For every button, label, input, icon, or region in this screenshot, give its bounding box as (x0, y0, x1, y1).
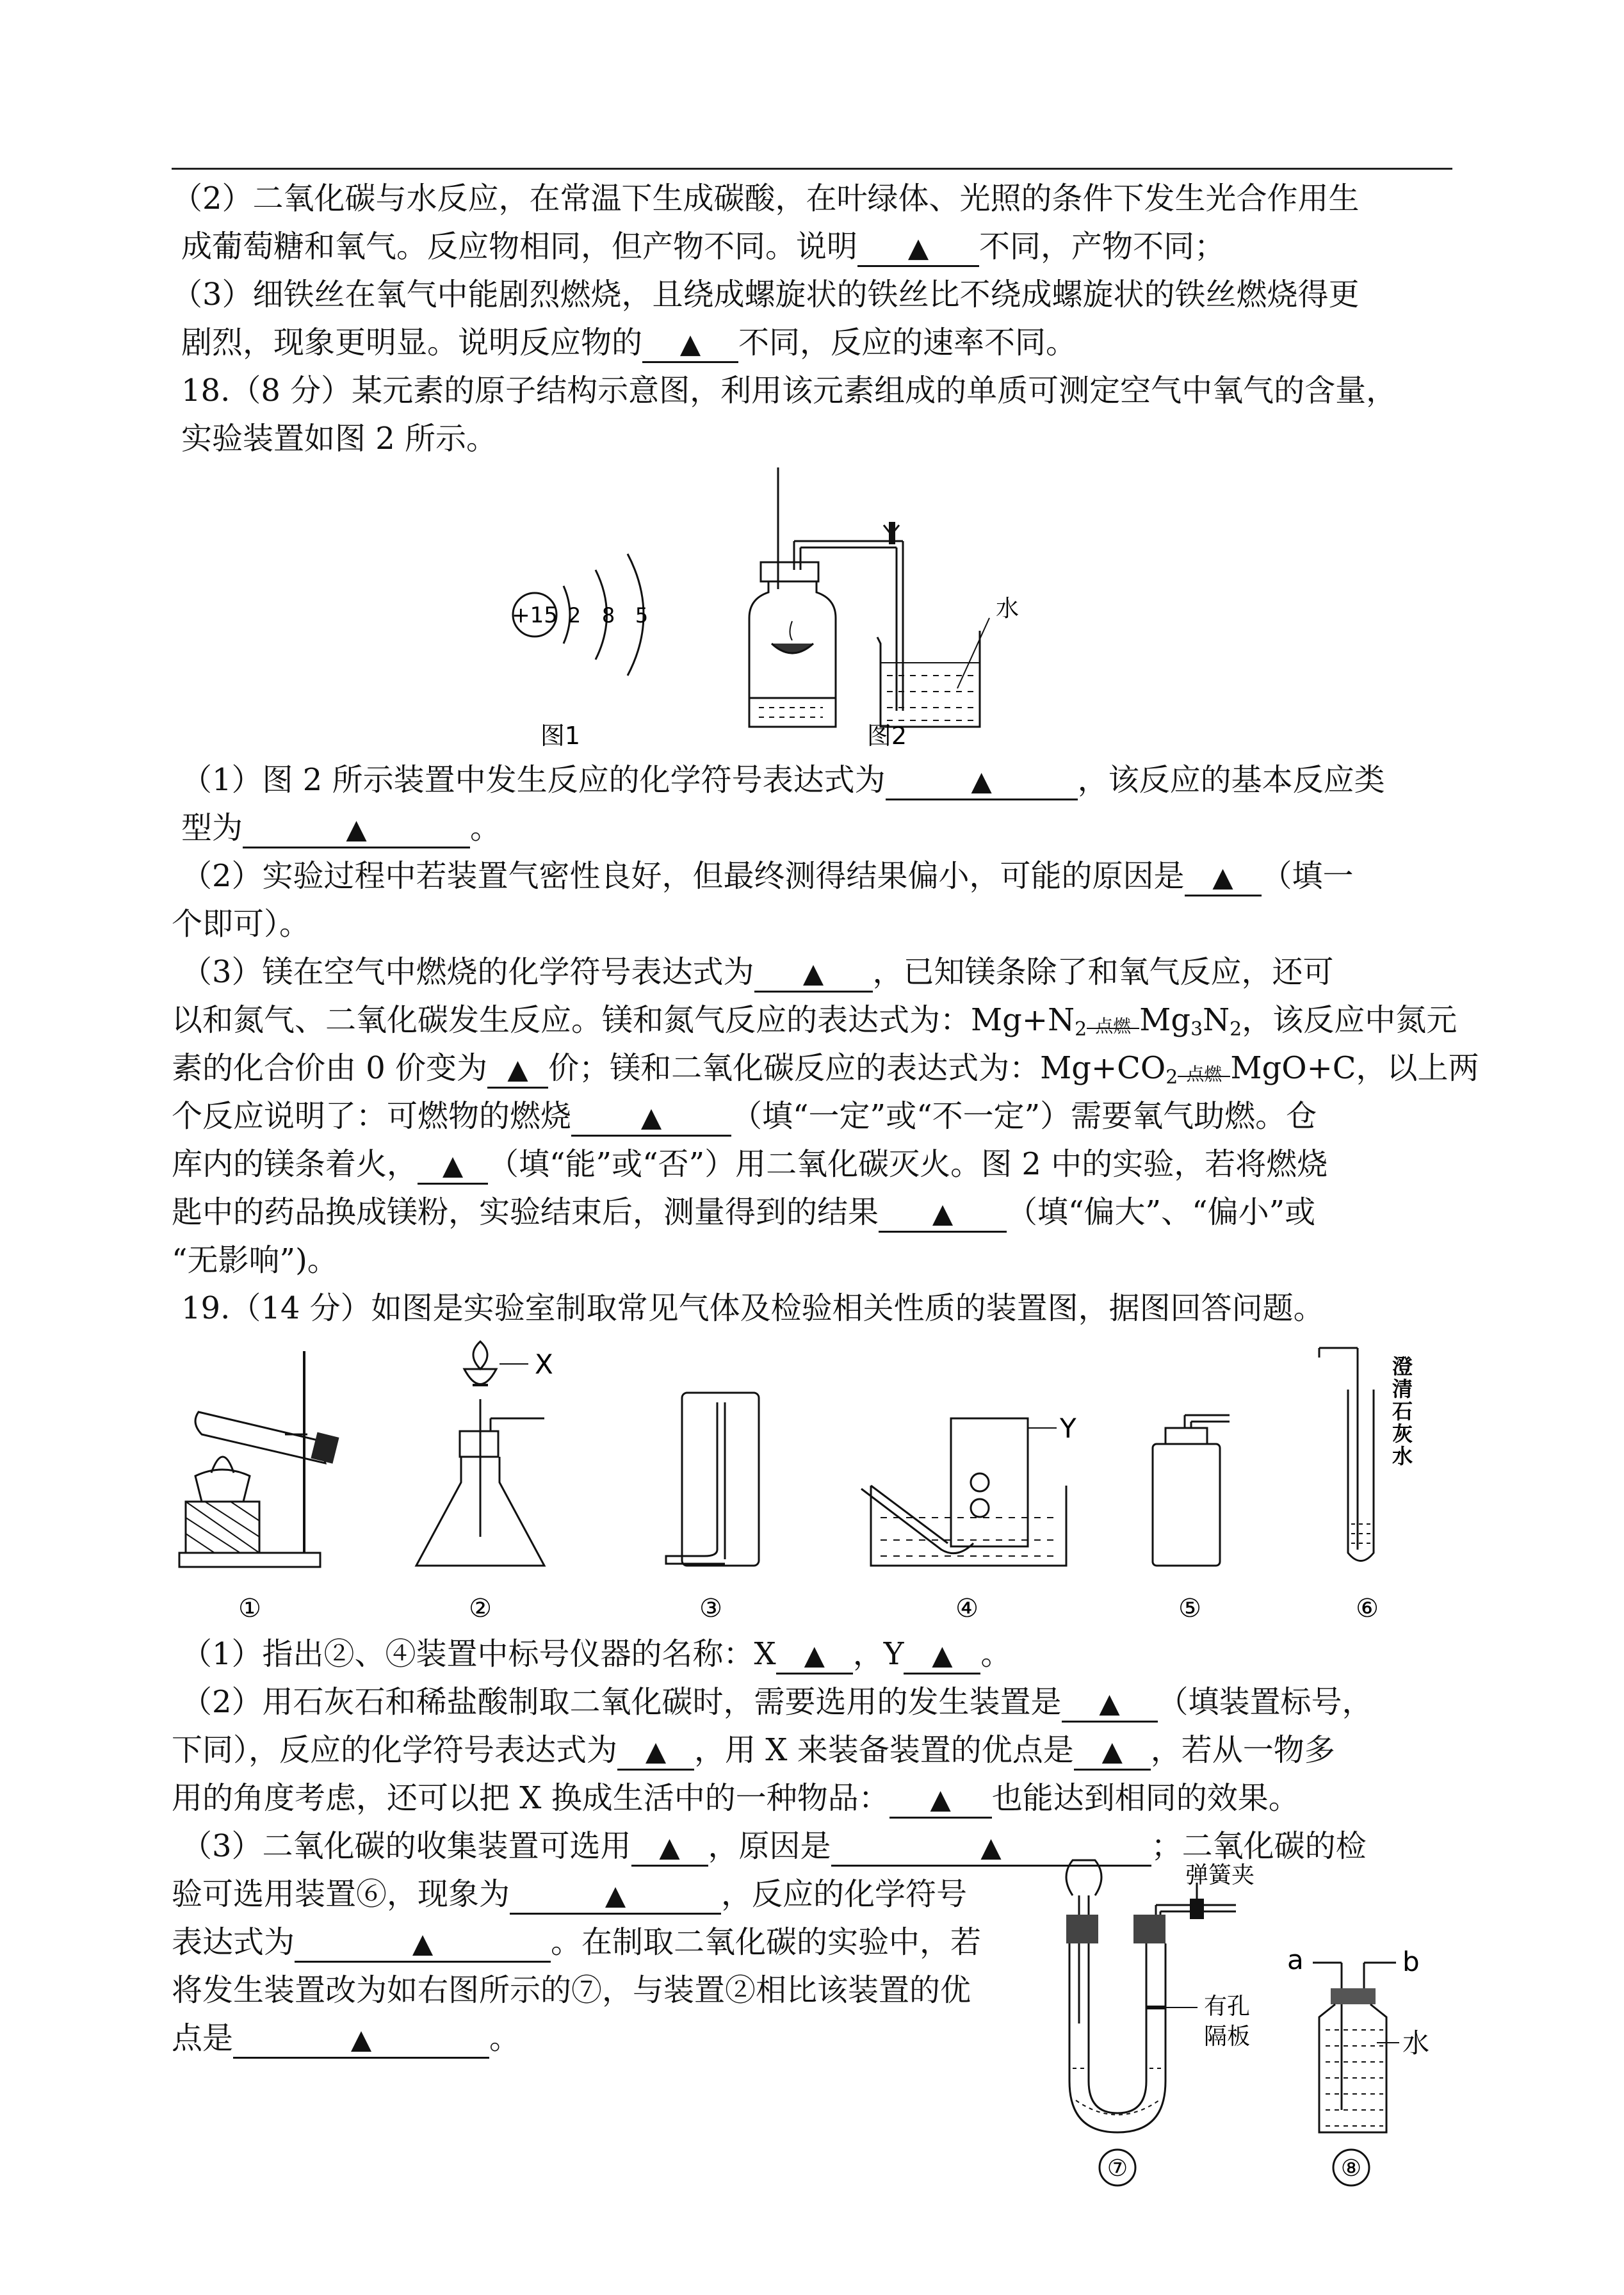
nucleus-label: +15 (512, 603, 558, 628)
header-rule (172, 168, 1452, 170)
porous-plate-label: 隔板 (1204, 2023, 1251, 2050)
text-segment: 。在制取二氧化碳的实验中，若 (551, 1924, 982, 1960)
inlet-a-label: a (1287, 1944, 1304, 1975)
blank-mark: ▲ (679, 328, 701, 359)
blank-mark: ▲ (350, 2023, 372, 2055)
outlet-b-label: b (1402, 1946, 1420, 1977)
text-segment: 用的角度考虑，还可以把 X 换成生活中的一种物品： (172, 1780, 889, 1816)
text-line (181, 761, 1385, 800)
text-line (181, 323, 1076, 363)
blank-mark: ▲ (932, 1197, 954, 1229)
text-line (181, 809, 501, 848)
text-segment: （填一 (1261, 858, 1354, 894)
apparatus-label-3: ③ (699, 1594, 722, 1623)
text-line (172, 1779, 1299, 1819)
blank-mark: ▲ (442, 1149, 464, 1181)
apparatus-6-test-tube (1319, 1348, 1413, 1561)
text-line (172, 1145, 1328, 1185)
answer-blank[interactable] (754, 955, 873, 993)
answer-blank[interactable] (631, 1829, 708, 1867)
text-segment: （2）用石灰石和稀盐酸制取二氧化碳时，需要选用的发生装置是 (181, 1684, 1062, 1720)
blank-mark: ▲ (980, 1831, 1002, 1863)
text-segment: 也能达到相同的效果。 (991, 1780, 1299, 1816)
text-line: 个即可）。 (172, 906, 311, 942)
text-segment: ，该反应的基本反应类 (1077, 762, 1385, 798)
blank-mark: ▲ (802, 957, 824, 989)
text-segment: 匙中的药品换成镁粉，实验结束后，测量得到的结果 (172, 1194, 879, 1230)
answer-blank[interactable] (1185, 859, 1262, 896)
apparatus-label-1: ① (238, 1594, 261, 1623)
blank-mark: ▲ (1212, 861, 1233, 893)
blank-mark: ▲ (659, 1831, 680, 1863)
text-segment: 下同），反应的化学符号表达式为 (172, 1732, 618, 1768)
text-line (172, 1875, 967, 1915)
answer-blank[interactable] (295, 1925, 551, 1963)
y-label: Y (1060, 1413, 1076, 1444)
text-line (181, 953, 1334, 993)
text-line: （3）细铁丝在氧气中能剧烈燃烧，且绕成螺旋状的铁丝比不绕成螺旋状的铁丝燃烧得更 (172, 277, 1360, 312)
oxygen-measurement-apparatus (736, 467, 1057, 749)
text-segment: 库内的镁条着火， (172, 1146, 418, 1182)
text-segment: （填装置标号， (1157, 1684, 1373, 1720)
text-line (172, 1731, 1335, 1771)
limewater-char: 水 (1392, 1444, 1413, 1468)
text-segment: （1）图 2 所示装置中发生反应的化学符号表达式为 (181, 762, 886, 798)
text-line: （2）二氧化碳与水反应，在常温下生成碳酸，在叶绿体、光照的条件下发生光合作用生 (172, 181, 1360, 216)
x-label: X (535, 1349, 553, 1380)
water-label: 水 (1402, 2027, 1430, 2059)
limewater-char: 石 (1392, 1399, 1413, 1423)
apparatus-label-5: ⑤ (1178, 1594, 1201, 1623)
text-segment: 型为 (181, 810, 243, 846)
apparatus-label-8: ⑧ (1340, 2155, 1362, 2182)
text-segment: 验可选用装置⑥，现象为 (172, 1876, 510, 1912)
figure-1-caption: 图1 (540, 722, 581, 750)
apparatus-label-2: ② (469, 1594, 492, 1623)
blank-mark: ▲ (640, 1101, 662, 1133)
subscript: 2 (1165, 1066, 1178, 1089)
text-segment: N (1203, 1002, 1230, 1038)
text-segment: （填“一定”或“不一定”）需要氧气助燃。仓 (731, 1098, 1317, 1134)
apparatus-2-flask (416, 1342, 553, 1566)
text-segment: ，Y (852, 1636, 904, 1672)
apparatus-label-6: ⑥ (1356, 1594, 1379, 1623)
text-line (181, 1635, 1011, 1675)
text-segment: （2）实验过程中若装置气密性良好，但最终测得结果偏小，可能的原因是 (181, 858, 1185, 894)
text-segment: （填“偏大”、“偏小”或 (1007, 1194, 1316, 1230)
text-segment: 素的化合价由 0 价变为 (172, 1050, 488, 1086)
text-line: “无影响”)。 (172, 1242, 338, 1278)
blank-mark: ▲ (645, 1735, 667, 1767)
text-line (172, 1001, 1457, 1049)
apparatus-label-7: ⑦ (1107, 2155, 1128, 2182)
text-segment: 点是 (172, 2020, 234, 2056)
condition-label: 点燃 (1095, 1016, 1132, 1037)
answer-blank[interactable] (886, 763, 1078, 800)
apparatus-4-trough (861, 1413, 1076, 1566)
text-segment: 价；镁和二氧化碳反应的表达式为：Mg+CO (548, 1050, 1166, 1086)
blank-mark: ▲ (907, 232, 929, 263)
text-segment: （3）镁在空气中燃烧的化学符号表达式为 (181, 954, 754, 990)
text-segment: 。 (489, 2020, 521, 2056)
spring-clamp-label: 弹簧夹 (1185, 1862, 1255, 1888)
answer-blank[interactable] (889, 1781, 992, 1819)
shell-1-count: 2 (567, 603, 581, 628)
text-segment: 剧烈，现象更明显。说明反应物的 (181, 325, 643, 361)
answer-blank[interactable] (243, 811, 470, 848)
apparatus-3-bottle (666, 1393, 759, 1566)
blank-mark: ▲ (804, 1639, 825, 1671)
text-segment: ，反应的化学符号 (721, 1876, 968, 1912)
blank-mark: ▲ (1101, 1735, 1123, 1767)
text-line (172, 1097, 1317, 1137)
answer-blank[interactable] (904, 1637, 980, 1675)
answer-blank[interactable] (642, 325, 738, 363)
limewater-char: 清 (1392, 1377, 1413, 1401)
blank-mark: ▲ (412, 1927, 434, 1959)
answer-blank[interactable] (776, 1637, 853, 1675)
condition-label: 点燃 (1186, 1064, 1222, 1085)
answer-blank[interactable] (233, 2021, 489, 2059)
gas-washing-bottle (1274, 1934, 1441, 2190)
answer-blank[interactable] (879, 1195, 1007, 1233)
limewater-char: 澄 (1392, 1354, 1413, 1379)
text-line: 实验装置如图 2 所示。 (181, 421, 498, 457)
blank-mark: ▲ (346, 813, 367, 845)
text-segment: ，已知镁条除了和氧气反应，还可 (872, 954, 1334, 990)
text-segment: ，用 X 来装备装置的优点是 (694, 1732, 1074, 1768)
answer-blank[interactable] (418, 1147, 488, 1185)
atom-structure-diagram (499, 551, 704, 749)
text-line (172, 2019, 520, 2059)
answer-blank[interactable] (1062, 1685, 1158, 1723)
blank-mark: ▲ (930, 1783, 951, 1815)
text-segment: ，原因是 (708, 1828, 831, 1864)
porous-plate-label: 有孔 (1204, 1993, 1251, 2020)
text-segment: （填“能”或“否”）用二氧化碳灭火。图 2 中的实验，若将燃烧 (488, 1146, 1328, 1182)
apparatus-1-heating (179, 1351, 339, 1567)
answer-blank[interactable] (487, 1051, 548, 1089)
text-segment: MgO+C，以上两 (1230, 1050, 1479, 1086)
shell-3-count: 5 (635, 603, 649, 628)
text-line (181, 857, 1354, 896)
water-label: 水 (996, 596, 1019, 622)
answer-blank[interactable] (1074, 1733, 1151, 1771)
text-segment: 成葡萄糖和氧气。反应物相同，但产物不同。说明 (181, 229, 858, 264)
subscript: 3 (1190, 1018, 1203, 1041)
text-line (181, 227, 1225, 267)
blank-mark: ▲ (932, 1639, 953, 1671)
text-segment: 。 (980, 1636, 1012, 1672)
u-tube-apparatus (1025, 1857, 1281, 2190)
blank-mark: ▲ (605, 1879, 626, 1911)
text-segment: ，若从一物多 (1150, 1732, 1335, 1768)
text-segment: 。 (470, 810, 501, 846)
limewater-char: 灰 (1392, 1422, 1413, 1446)
blank-mark: ▲ (971, 765, 992, 797)
text-line (181, 1683, 1373, 1723)
text-segment: 表达式为 (172, 1924, 295, 1960)
answer-blank[interactable] (510, 1877, 721, 1915)
answer-blank[interactable] (857, 229, 979, 267)
figure-2-caption: 图2 (866, 722, 907, 750)
text-segment: 以和氮气、二氧化碳发生反应。镁和氮气反应的表达式为：Mg+N (172, 1002, 1075, 1038)
text-segment: Mg (1139, 1002, 1191, 1038)
blank-mark: ▲ (1099, 1687, 1120, 1719)
text-line (172, 1049, 1479, 1097)
text-line (172, 1193, 1315, 1233)
subscript: 2 (1230, 1018, 1242, 1041)
text-segment: （3）二氧化碳的收集装置可选用 (181, 1828, 631, 1864)
text-segment: 不同，反应的速率不同。 (738, 325, 1077, 361)
text-segment: 个反应说明了：可燃物的燃烧 (172, 1098, 572, 1134)
subscript: 2 (1075, 1018, 1087, 1041)
text-segment: ，该反应中氮元 (1242, 1002, 1458, 1038)
shell-2-count: 8 (601, 603, 615, 628)
text-segment: 不同，产物不同； (979, 229, 1226, 264)
answer-blank[interactable] (571, 1099, 731, 1137)
apparatus-5-bottle (1153, 1415, 1230, 1566)
answer-blank[interactable] (617, 1733, 694, 1771)
text-segment: （1）指出②、④装置中标号仪器的名称：X (181, 1636, 776, 1672)
text-line: 将发生装置改为如右图所示的⑦，与装置②相比该装置的优 (172, 1972, 971, 2008)
question-18-stem: 18.（8 分）某元素的原子结构示意图，利用该元素组成的单质可测定空气中氧气的含量， (181, 373, 1397, 409)
apparatus-label-4: ④ (955, 1594, 978, 1623)
apparatus-row (173, 1338, 1454, 1639)
text-segment: ；二氧化碳的检 (1151, 1828, 1367, 1864)
blank-mark: ▲ (507, 1053, 528, 1085)
question-19-stem: 19.（14 分）如图是实验室制取常见气体及检验相关性质的装置图，据图回答问题。 (181, 1290, 1324, 1326)
text-line (172, 1923, 981, 1963)
